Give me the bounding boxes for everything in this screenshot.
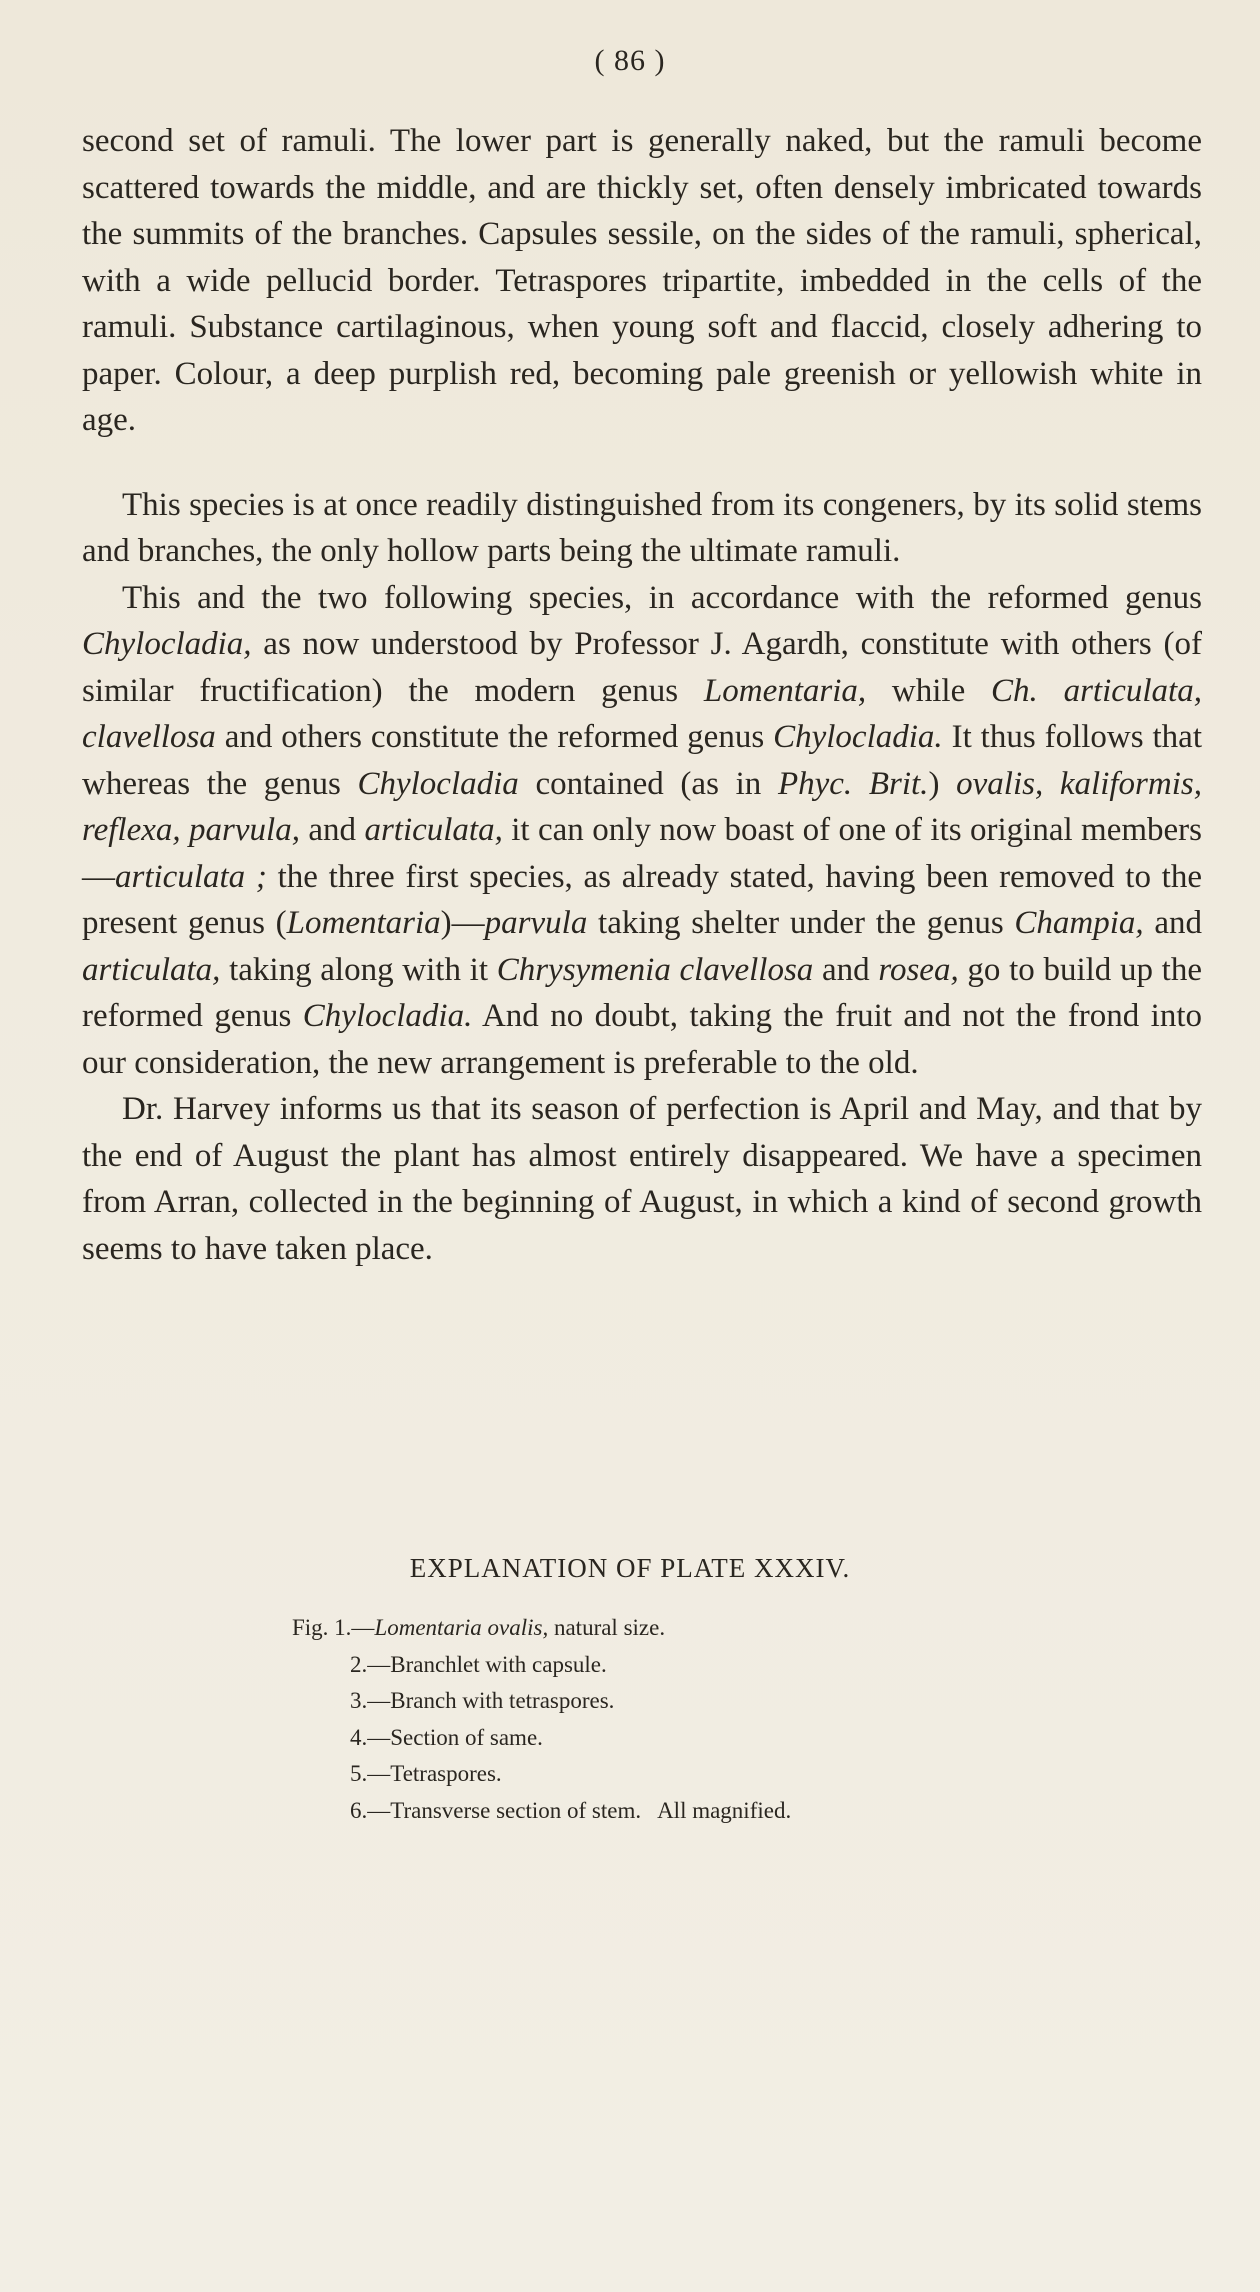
- italic-run: ovalis, kaliformis, reflexa, parvula,: [82, 765, 1202, 848]
- plate-explanation-list: [292, 1610, 1092, 1829]
- text-run: taking shelter under the genus: [587, 905, 1015, 941]
- paragraph-description-end: [82, 118, 1202, 444]
- figure-description: Transverse section of stem. All magnified.: [390, 1797, 792, 1823]
- figure-number: 6.—: [350, 1797, 391, 1823]
- figure-description: Branchlet with capsule.: [390, 1651, 607, 1677]
- italic-run: articulata ;: [115, 858, 267, 895]
- figure-number: 5.—: [350, 1761, 391, 1786]
- text-run: as now understood by Professor J. Agardh, constitute with others (of similar fructification) the modern genus: [82, 626, 1202, 709]
- text-run: the three first species, as already stated, having been removed to the present genus (: [82, 858, 1202, 941]
- italic-run: Lomentaria: [286, 905, 441, 941]
- italic-run: Phyc. Brit.: [777, 765, 929, 802]
- body-text: [82, 118, 1202, 1272]
- plate-explanation-heading: EXPLANATION OF PLATE XXXIV.: [409, 1553, 851, 1583]
- figure-caption: [292, 1647, 1092, 1684]
- figure-taxon: Lomentaria ovalis,: [374, 1615, 549, 1640]
- italic-run: rosea,: [878, 951, 959, 988]
- figure-caption: [292, 1756, 1092, 1793]
- text-run: It thus follows that whereas the genus: [82, 719, 1202, 802]
- figure-description: natural size.: [548, 1615, 666, 1640]
- italic-run: Chylocladia.: [773, 719, 943, 755]
- figure-number: 2.—: [350, 1651, 391, 1677]
- paragraph-distinction: [82, 482, 1202, 575]
- paragraph-classification: [82, 575, 1202, 1087]
- text-run: and: [1143, 905, 1202, 941]
- italic-run: Chylocladia,: [82, 626, 252, 662]
- figure-caption: [292, 1720, 1092, 1757]
- text-run: This and the two following species, in accordance with the reformed genus: [122, 579, 1202, 616]
- text-run: contained (as in: [518, 765, 778, 802]
- text-run: ): [928, 765, 957, 802]
- italic-run: Chylocladia.: [302, 998, 473, 1034]
- text-run: Dr. Harvey informs us that its season of perfection is April and May, and that by the end of August the plant has almost entirely disappeared. We have a specimen from Arran, collected in the beginning of August, in which a kind of second growth seems to have taken place.: [82, 1091, 1202, 1267]
- figure-number: 3.—: [350, 1688, 391, 1713]
- figure-caption: [292, 1793, 1092, 1830]
- italic-run: parvula: [484, 905, 588, 941]
- italic-run: articulata,: [82, 951, 221, 988]
- italic-run: Champia,: [1014, 905, 1144, 941]
- text-run: go to build up the reformed genus: [82, 951, 1202, 1034]
- paragraph-gap: [82, 444, 1202, 482]
- text-run: and others constitute the reformed genus: [215, 719, 774, 755]
- page-number: ( 86 ): [594, 44, 666, 77]
- italic-run: Ch. articulata, clavellosa: [82, 672, 1202, 755]
- italic-run: Chrysymenia clavellosa: [496, 951, 814, 988]
- text-run: it can only now boast of one of its original members—: [82, 812, 1203, 895]
- text-run: and: [299, 812, 365, 848]
- italic-run: Chylocladia: [357, 765, 519, 802]
- text-run: This species is at once readily distinguished from its congeners, by its solid stems and branches, the only hollow parts being the ultimate ramuli.: [82, 486, 1202, 569]
- italic-run: Lomentaria,: [703, 672, 867, 709]
- figure-description: Tetraspores.: [390, 1761, 502, 1786]
- italic-run: articulata,: [364, 812, 503, 848]
- figure-number: 4.—: [350, 1724, 391, 1750]
- figure-caption: [292, 1683, 1092, 1720]
- figure-caption: [292, 1610, 1092, 1647]
- figure-description: Section of same.: [390, 1724, 543, 1750]
- figure-number: Fig. 1.—: [292, 1615, 375, 1640]
- text-run: second set of ramuli. The lower part is generally naked, but the ramuli become scattered towards the middle, and are thickly set, often densely imbricated towards the summits of the branches. Capsules sessile, on the sides of the ramuli, spherical, with a wide pellucid border. Tetraspores tripartite, imbedded in the cells of the ramuli. Substance cartilaginous, when young soft and flaccid, closely adhering to paper. Colour, a deep purplish red, becoming pale greenish or yellowish white in age.: [82, 123, 1202, 438]
- figure-description: Branch with tetraspores.: [390, 1688, 615, 1713]
- text-run: And no doubt, taking the fruit and not the frond into our consideration, the new arrangement is preferable to the old.: [82, 998, 1203, 1081]
- text-run: while: [866, 672, 992, 709]
- text-run: and: [813, 951, 879, 988]
- text-run: taking along with it: [220, 951, 497, 988]
- paragraph-season: [82, 1086, 1202, 1272]
- text-run: )—: [440, 905, 485, 941]
